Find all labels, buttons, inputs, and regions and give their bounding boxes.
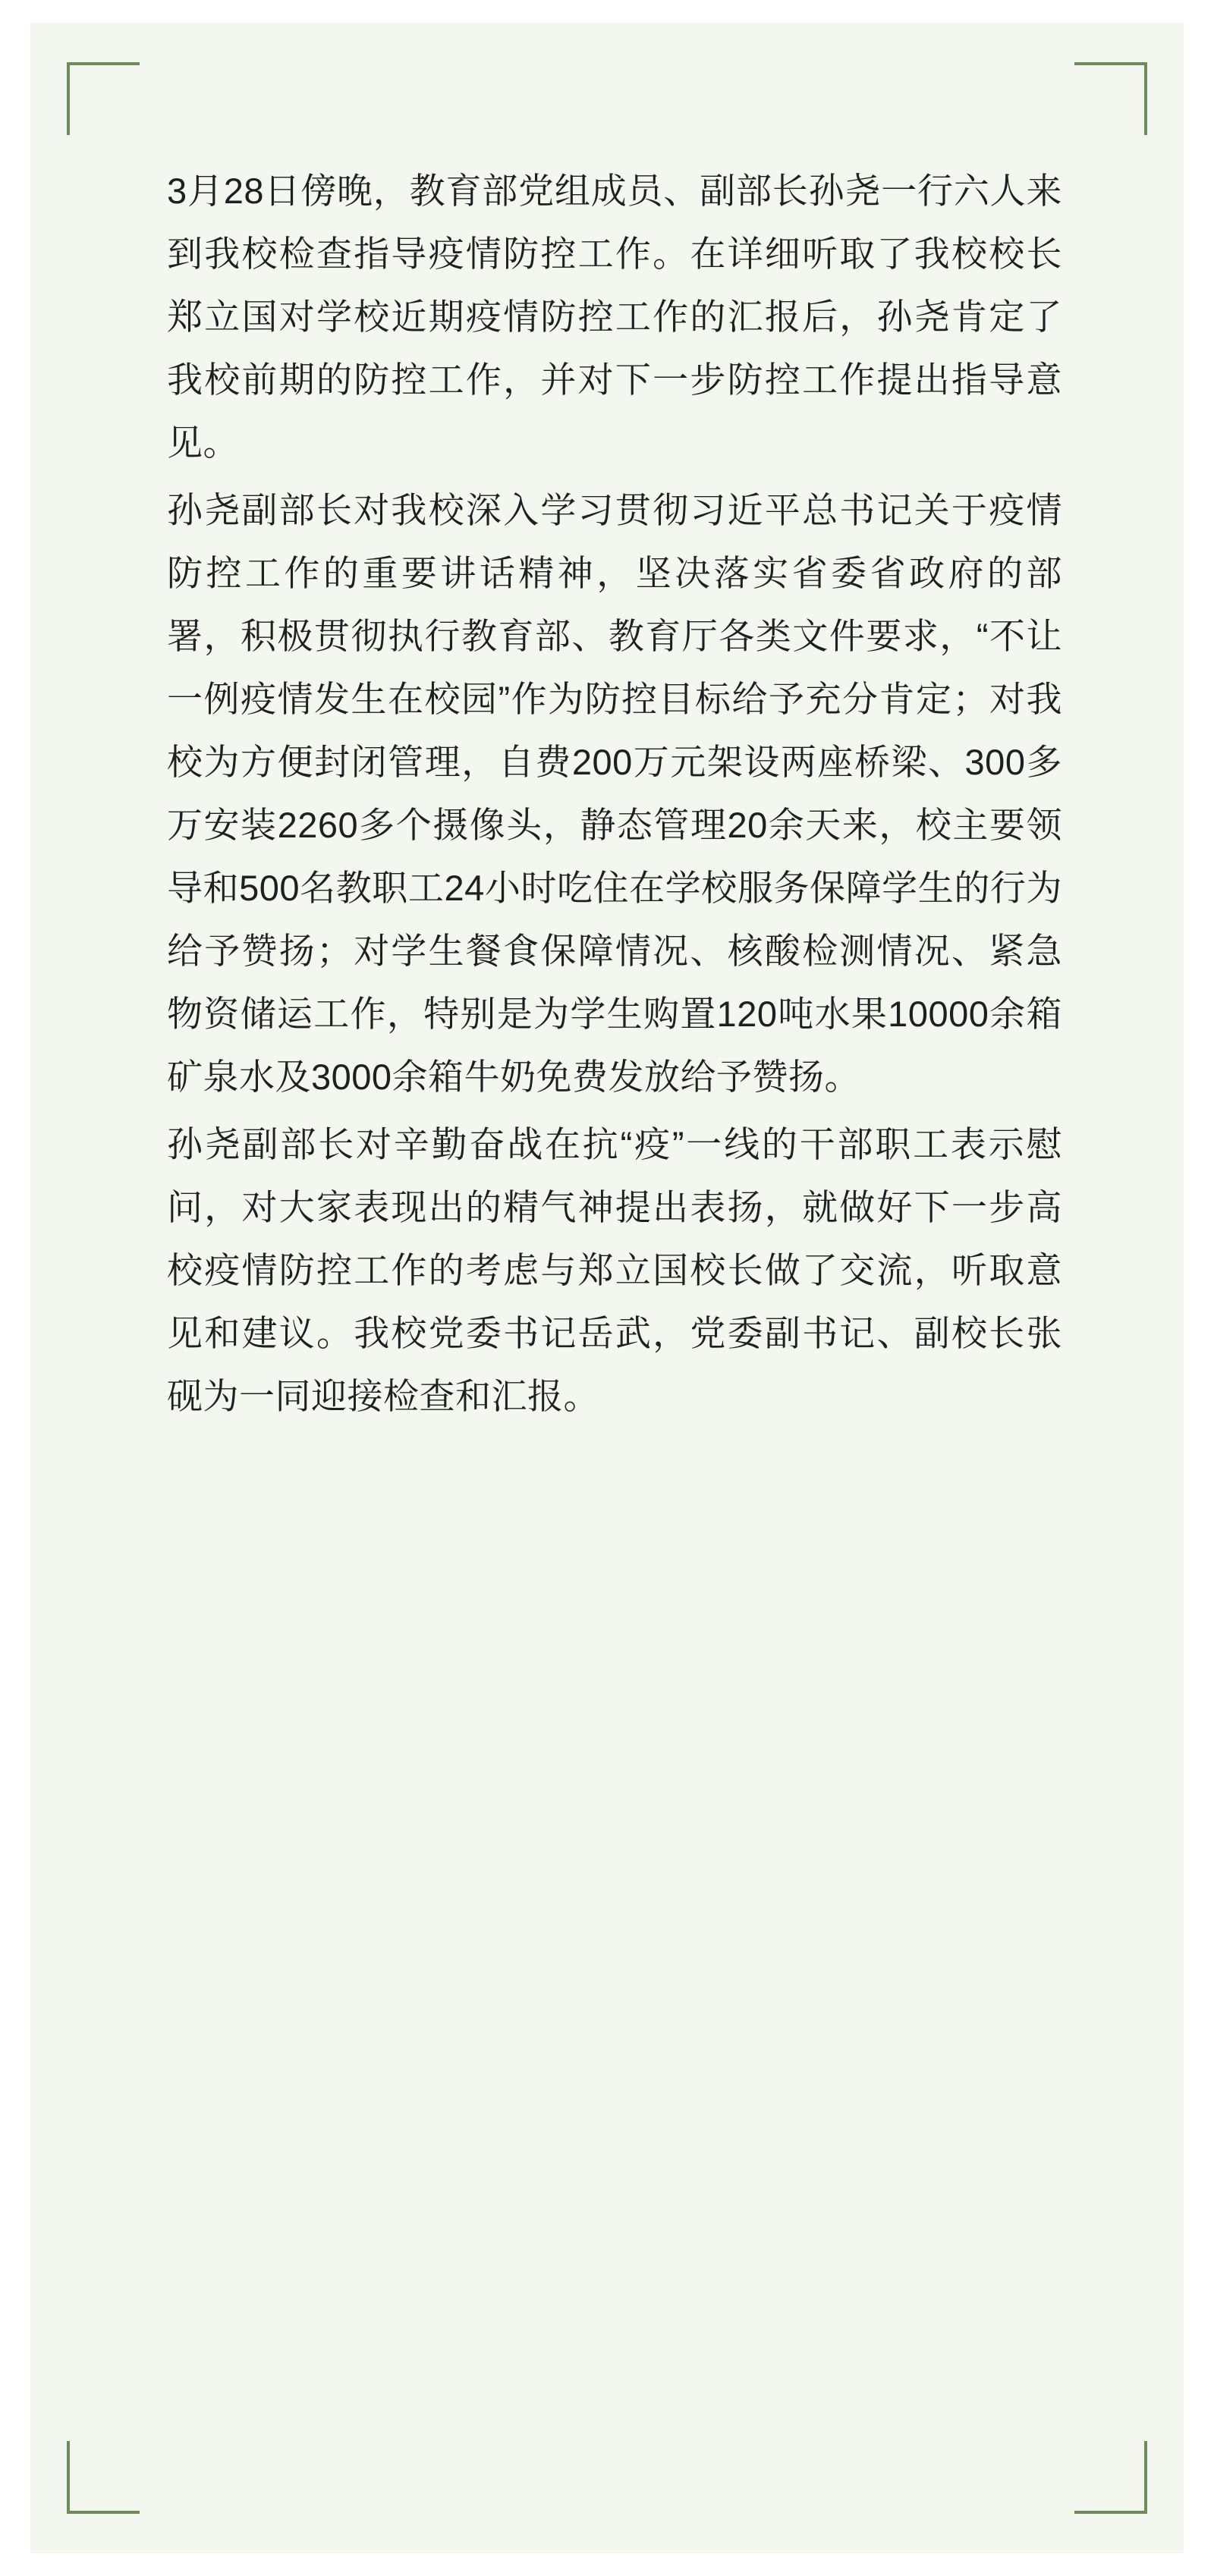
article-paragraph-1: 3月28日傍晚，教育部党组成员、副部长孙尧一行六人来到我校检查指导疫情防控工作。在详细听取了我校校长郑立国对学校近期疫情防控工作的汇报后，孙尧肯定了我校前期的防控工作，并对下一步防控工作提出指导意见。 bbox=[167, 171, 1062, 463]
corner-bracket-bottom-left bbox=[67, 2441, 140, 2514]
article-body bbox=[167, 159, 1062, 1428]
corner-bracket-top-right bbox=[1074, 62, 1147, 135]
article-paragraph-3: 孙尧副部长对辛勤奋战在抗“疫”一线的干部职工表示慰问，对大家表现出的精气神提出表扬，就做好下一步高校疫情防控工作的考虑与郑立国校长做了交流，听取意见和建议。我校党委书记岳武，党委副书记、副校长张砚为一同迎接检查和汇报。 bbox=[167, 1124, 1062, 1416]
article-card bbox=[30, 23, 1184, 2553]
corner-bracket-top-left bbox=[67, 62, 140, 135]
corner-bracket-bottom-right bbox=[1074, 2441, 1147, 2514]
article-paragraph-2: 孙尧副部长对我校深入学习贯彻习近平总书记关于疫情防控工作的重要讲话精神，坚决落实省委省政府的部署，积极贯彻执行教育部、教育厅各类文件要求，“不让一例疫情发生在校园”作为防控目标给予充分肯定；对我校为方便封闭管理，自费200万元架设两座桥梁、300多万安装2260多个摄像头，静态管理20余天来，校主要领导和500名教职工24小时吃住在学校服务保障学生的行为给予赞扬；对学生餐食保障情况、核酸检测情况、紧急物资储运工作，特别是为学生购置120吨水果10000余箱矿泉水及3000余箱牛奶免费发放给予赞扬。 bbox=[167, 490, 1062, 1097]
